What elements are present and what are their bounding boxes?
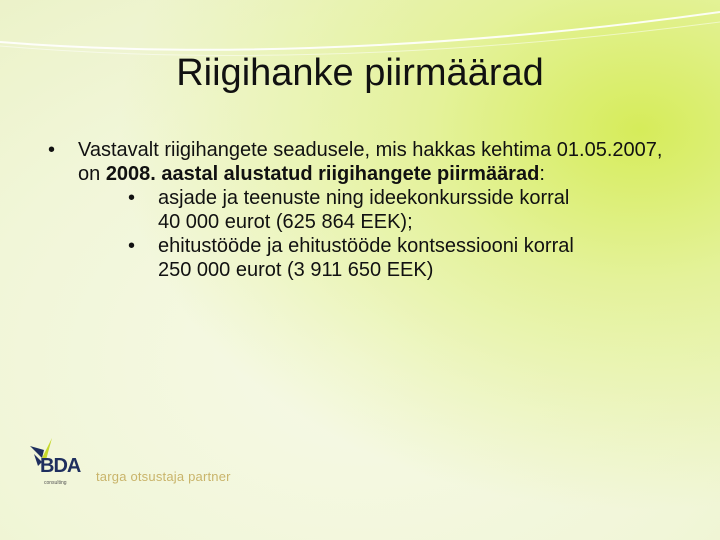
bullet-dot: • [48, 139, 56, 161]
sub-bullet-line: 40 000 eurot (625 864 EEK); [158, 211, 413, 233]
bullet-list [48, 138, 678, 282]
slide-title: Riigihanke piirmäärad [176, 52, 544, 94]
sub-bullet-item [48, 186, 678, 234]
sub-bullet-line: ehitustööde ja ehitustööde kontsessiooni korral [158, 235, 574, 257]
bullet-item [48, 138, 678, 186]
logo-subtext: consulting [44, 480, 67, 486]
bullet-text-bold: 2008. aastal alustatud riigihangete piirmäärad [105, 163, 540, 185]
sub-bullet-line: 250 000 eurot (3 911 650 EEK) [158, 259, 434, 281]
sub-bullet-line: asjade ja teenuste ning ideekonkursside korral [158, 187, 570, 209]
sub-bullet-item [48, 234, 678, 282]
bullet-text: Vastavalt riigihangete seadusele, mis hakkas kehtima 01.05.2007, on [78, 139, 663, 185]
logo-wordmark: BDA [40, 455, 81, 477]
bullet-dot: • [128, 235, 136, 257]
bullet-dot: • [128, 187, 136, 209]
logo-tagline: targa otsustaja partner [96, 469, 231, 484]
bullet-text-end: : [539, 163, 545, 185]
